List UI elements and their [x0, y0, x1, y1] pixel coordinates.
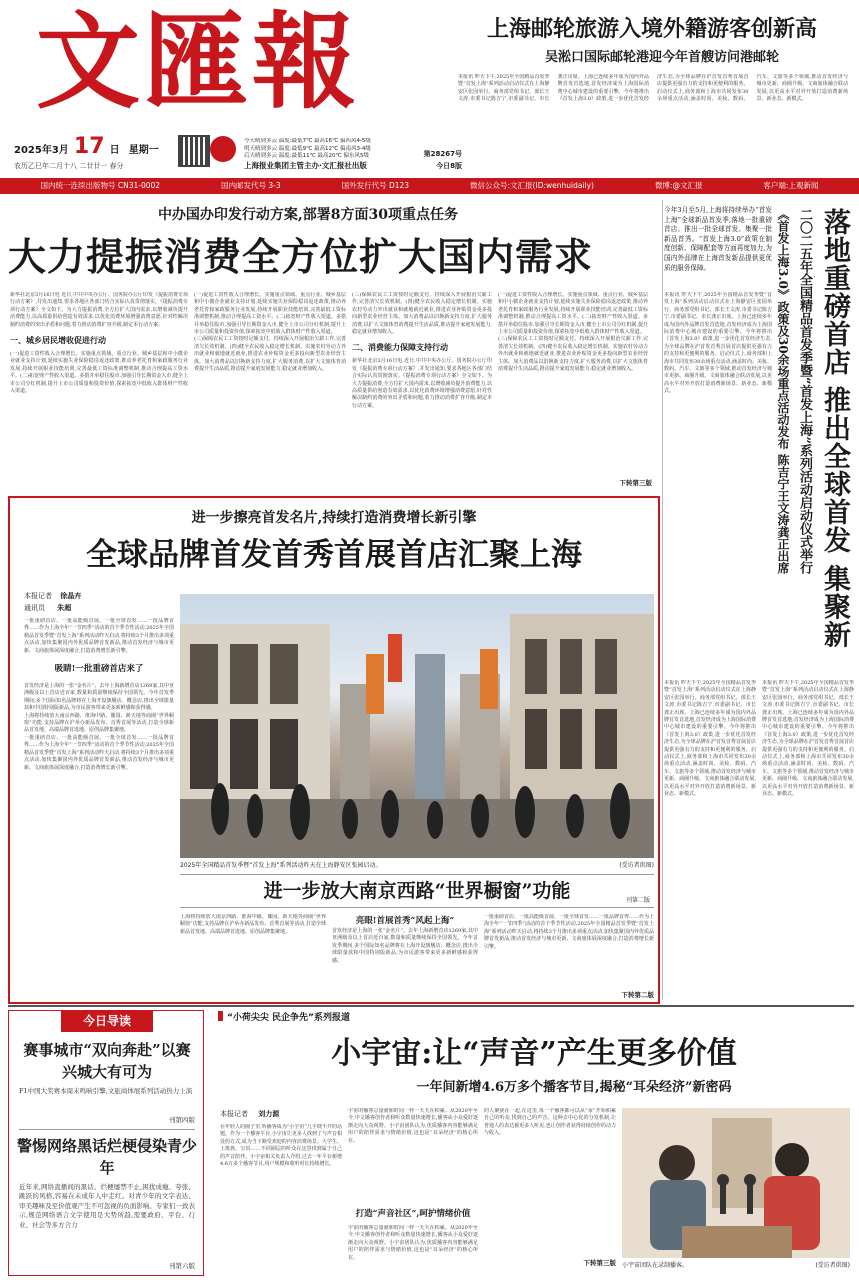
- right-headline-a: 落地重磅首店 推出全球首发 集聚新: [819, 208, 850, 649]
- lead-para1-b: 新华社北京3月16日电 近日,中共中央办公厅、国务院办公厅印发《提振消费专项行动方案》,并发出通知,要求各地区各部门结合实际认真贯彻落实。《提振消费专项行动方案》全文如下。为大力提振消费,全方位扩大国内需求,以增收减负提升消费能力,以高质量供给创造有效需求,以优化消费环境增强消费意愿,针对性解决制约消费的突出矛盾和问题,着力推动消费扩容升级,制定本行动方案。: [352, 358, 492, 409]
- feature-banner: [180, 874, 654, 908]
- street-scene-illustration: [180, 594, 654, 858]
- feature-para2: 首发经济是上海的一张“金名片”。去年上海新增首店1269家,其中亚洲级及以上首店近百家,数量和质量继续保持全国领先。今年首发季期间,多个国际知名品牌将在上海开设旗舰店、概念店,推出全球限量款和中国特别版新品,为市民游客带来更多新鲜感和获得感。: [24, 683, 174, 712]
- bottom-byline: [220, 1108, 350, 1120]
- info-wechat: 微信公众号:文汇报(ID:wenhuidaily): [470, 181, 594, 190]
- right-body: 本报讯 昨天下午,2025年全国精品首发季暨“首发上海”系列活动启动仪式在上海静安区张园举行。商务部党组书记、部长王文涛,市委书记陈吉宁,市委副书记、市长龚正出席。上海已连续多年成为国内外品牌首发首选地,首发经济成为上海国际消费中心城市建设的重要引擎。今年将推出《首发上海3.0》政策,进一步优化首发经济生态,为全球品牌在沪首发首秀首展首店提供更强有力的支持和更便利的服务。启动仪式上,商务部和上海市共同发布30余场重点活动,涵盖时尚、美妆、数码、汽车、文旅等多个领域,推动首发经济与城市更新、商圈升级、文商旅体融合联动发展,以更高水平对外开放打造消费新场景、新业态、新模式。: [664, 292, 772, 395]
- guide-item1-title: 赛事城市“双向奔赴”以赛兴城大有可为: [23, 1041, 191, 1081]
- right-column: [664, 200, 854, 678]
- bottom-subtitle: 一年间新增4.6万多个播客节目,揭秘“耳朵经济”新密码: [416, 1080, 732, 1095]
- qr-code: [178, 135, 210, 167]
- lead-para2: (一)促进工资性收入合理增长。实施重点领域、重点行业、城乡基层和中小微企业就业支持计划,延续实施失业保险稳岗返还政策,推动养老托育和家政服务行业发展,持续开展职业技能培训,完善最低工资标准调整机制,推动合理提高工资水平。(二)拓宽财产性收入渠道。多措并举稳住股市,加强引导长期资金入市,健全上市公司分红机制,提升上市公司质量和投资价值,探索拓宽中低收入群体财产性收入渠道。: [10, 351, 188, 395]
- date-block: [14, 134, 172, 174]
- group-logo-icon: [210, 136, 236, 162]
- lead-kicker: 中办国办印发行动方案,部署8方面30项重点任务: [157, 207, 459, 223]
- masthead-logo: 文匯報: [36, 0, 361, 123]
- bottom-byline-name: 刘力源: [258, 1110, 280, 1118]
- bottom-photo: [622, 1108, 850, 1258]
- bottom-jump: 下转第三版: [583, 1259, 616, 1267]
- lead-section1: 一、城乡居民增收促进行动: [10, 335, 106, 346]
- info-domestic: 国内邮发代号 3-3: [221, 181, 281, 190]
- right-side-title: 二〇二五年全国精品首发季暨“首发上海”系列活动启动仪式举行: [797, 208, 812, 574]
- lead-para3: (三)保障农民工工资按时足额支付。持续深入开展根治欠薪工作,完善清欠长效机制。(四)健全农民收入稳定增长机制。实施农村劳动力外出就业和就地就近就业,推进农业补贴资金更多投向新型农业经营主体。加大消费品以旧换新支持力度,扩大服务消费,以扩大文旅体育消费提升生活品质,推动提升家庭发展能力,稳定就业增加收入。: [194, 336, 346, 373]
- guide-box: [8, 1010, 204, 1276]
- right-lower-para: 本报讯 昨天下午,2025年全国精品首发季暨“首发上海”系列活动启动仪式在上海静安区张园举行。商务部党组书记、部长王文涛,市委书记陈吉宁,市委副书记、市长龚正出席。上海已连续多年成为国内外品牌首发首选地,首发经济成为上海国际消费中心城市建设的重要引擎。今年将推出《首发上海3.0》政策,进一步优化首发经济生态,为全球品牌在沪首发首秀首展首店提供更强有力的支持和更便利的服务。启动仪式上,商务部和上海市共同发布30余场重点活动,涵盖时尚、美妆、数码、汽车、文旅等多个领域,推动首发经济与城市更新、商圈升级、文商旅体融合联动发展,以更高水平对外开放打造消费新场景、新业态、新模式。: [664, 680, 756, 798]
- weather-tomorrow: 明天晴到多云 温度:最低9℃ 最高12℃ 偏南风3-4级: [244, 145, 371, 152]
- byline-name1: 徐晶卉: [60, 592, 82, 600]
- right-intro: 今年3月至5月,上海将持续举办“首发上海”全球新品首发季,落地一批重磅首店、推出一批全球首发、集聚一批新品首秀。“首发上海3.0”政策在制度创新、保障配套等方面再度加力,为国内外品牌在上海首发新品提供更优质的服务保障。: [664, 206, 772, 272]
- lead-headline: 大力提振消费全方位扩大国内需求: [8, 234, 594, 279]
- feature-mid2-col: [332, 914, 478, 998]
- photo-caption-text: 2025年全国精品首发季暨“首发上海”系列活动昨天在上海静安区张园启动。: [180, 862, 382, 869]
- issue-number: 第28267号: [423, 150, 462, 158]
- lead-para1: 新华社北京3月16日电 近日,中共中央办公厅、国务院办公厅印发《提振消费专项行动方案》,并发出通知,要求各地区各部门结合实际认真贯彻落实。《提振消费专项行动方案》全文如下。为大力提振消费,全方位扩大国内需求,以增收减负提升消费能力,以高质量供给创造有效需求,以优化消费环境增强消费意愿,针对性解决制约消费的突出矛盾和问题,着力推动消费扩容升级,制定本行动方案。: [10, 292, 188, 328]
- lead-section2: 二、消费能力保障支持行动: [352, 342, 448, 353]
- date-day: 17: [73, 134, 105, 159]
- right-lower-body: [664, 680, 854, 1000]
- top-story-body: 本报讯 昨天下午,2025年全国精品首发季暨“首发上海”系列活动启动仪式在上海静安区张园举行。商务部党组书记、部长王文涛,市委书记陈吉宁,市委副书记、市长龚正出席。上海已连续多年成为国内外品牌首发首选地,首发经济成为上海国际消费中心城市建设的重要引擎。今年将推出《首发上海3.0》政策,进一步优化首发经济生态,为全球品牌在沪首发首秀首展首店提供更强有力的支持和更便利的服务。启动仪式上,商务部和上海市共同发布30余场重点活动,涵盖时尚、美妆、数码、汽车、文旅等多个领域,推动首发经济与城市更新、商圈升级、文商旅体融合联动发展,以更高水平对外开放打造消费新场景、新业态、新模式。: [458, 74, 848, 103]
- feature-jump: 下转第二版: [621, 991, 654, 999]
- weekday: 星期一: [128, 145, 159, 156]
- feature-box: [8, 496, 660, 1004]
- bottom-col3: [484, 1108, 616, 1274]
- right-lower-para2: 本报讯 昨天下午,2025年全国精品首发季暨“首发上海”系列活动启动仪式在上海静安区张园举行。商务部党组书记、部长王文涛,市委书记陈吉宁,市委副书记、市长龚正出席。上海已连续多年成为国内外品牌首发首选地,首发经济成为上海国际消费中心城市建设的重要引擎。今年将推出《首发上海3.0》政策,进一步优化首发经济生态,为全球品牌在沪首发首秀首展首店提供更强有力的支持和更便利的服务。启动仪式上,商务部和上海市共同发布30余场重点活动,涵盖时尚、美妆、数码、汽车、文旅等多个领域,推动首发经济与城市更新、商圈升级、文商旅体融合联动发展,以更高水平对外开放打造消费新场景、新业态、新模式。: [762, 680, 854, 798]
- byline-role1: 本报记者: [24, 592, 52, 600]
- weather-today: 今天晴到多云 温度:最低7℃ 最高16℃ 偏西风4-5级: [244, 138, 371, 144]
- right-column-divider: [662, 200, 663, 1000]
- publisher: 上海报业集团主管主办·文汇报社出版: [244, 161, 367, 170]
- bottom-para3: 的人聚拢在一起,在这里,每一个播客都可以从“零”开始积累自己的听众,找到自己的声音。这种去中心化的分发机制,让普通人的表达被更多人听见,也让创作者获得持续创作的动力与收入。: [484, 1108, 616, 1137]
- photo-credit: (受访者供图): [619, 862, 654, 869]
- lead-para3-c: (三)保障农民工工资按时足额支付。持续深入开展根治欠薪工作,完善清欠长效机制。(四)健全农民收入稳定增长机制。实施农村劳动力外出就业和就地就近就业,推进农业补贴资金更多投向新型农业经营主体。加大消费品以旧换新支持力度,扩大服务消费,以扩大文旅体育消费提升生活品质,推动提升家庭发展能力,稳定就业增加收入。: [498, 336, 648, 373]
- guide-divider: [19, 1129, 195, 1130]
- bottom-caption-text: 小宇宙团队在录制播客。: [622, 1262, 689, 1269]
- guide-item2-jump: 刊第六版: [169, 1262, 195, 1270]
- lead-col3: [352, 292, 492, 488]
- bottom-byline-role: 本报记者: [220, 1110, 248, 1118]
- bottom-para2: 宇宙的播客总量就和时间一样一天天在积累。从2020年至今,中文播客创作者和听众数量快速增长,播客从小众爱好逐渐走向大众视野。小宇宙团队认为,优质播客内容能够满足用户的陪伴需求与情绪价值,这也是“耳朵经济”的核心所在。: [348, 1108, 478, 1144]
- guide-item1-desc: F1中国大奖赛本周末鸣响引擎,文旅商体展系列活动热力上演: [19, 1087, 193, 1095]
- date-day-suffix: 日: [109, 145, 120, 156]
- info-bar: [0, 178, 859, 194]
- bottom-divider: [8, 1005, 854, 1007]
- bottom-credit: (受访者供图): [815, 1262, 850, 1269]
- lead-col1: [10, 292, 188, 488]
- top-story: [452, 4, 852, 178]
- guide-item2-title: 警惕网络黑话烂梗侵染青少年: [17, 1137, 197, 1177]
- series-marker-icon: [218, 1011, 223, 1021]
- lead-col4: [498, 292, 648, 476]
- byline-name2: 朱超: [57, 604, 72, 612]
- feature-para2-b: 首发经济是上海的一张“金名片”。去年上海新增首店1269家,其中亚洲级及以上首店近百家,数量和质量继续保持全国领先。今年首发季期间,多个国际知名品牌将在上海开设旗舰店、概念店,推出全球限量款和中国特别版新品,为市民游客带来更多新鲜感和获得感。: [332, 928, 478, 964]
- lunar-date: 农历乙巳年二月十八 二廿廿一 春分: [14, 162, 124, 170]
- feature-para3: 上海将持续放大南京西路、淮海中路、豫园、新天地等商圈“世界橱窗”功能,支持品牌在沪举办新品发布、首秀首展等活动,打造全球新品首发地、高端品牌首选地、原创品牌集聚地。: [24, 712, 174, 734]
- feature-photo: [180, 594, 654, 858]
- guide-item1-jump: 刊第四版: [169, 1116, 195, 1124]
- lead-para2-cont: (一)促进工资性收入合理增长。实施重点领域、重点行业、城乡基层和中小微企业就业支持计划,延续实施失业保险稳岗返还政策,推动养老托育和家政服务行业发展,持续开展职业技能培训,完善最低工资标准调整机制,推动合理提高工资水平。(二)拓宽财产性收入渠道。多措并举稳住股市,加强引导长期资金入市,健全上市公司分红机制,提升上市公司质量和投资价值,探索拓宽中低收入群体财产性收入渠道。: [194, 292, 346, 336]
- bottom-headline: 小宇宙:让“声音”产生更多价值: [331, 1036, 737, 1071]
- date-year: 2025年3月: [14, 145, 69, 156]
- info-cn: 国内统一连续出版物号 CN31-0002: [40, 181, 161, 190]
- lead-story: [8, 200, 660, 492]
- bottom-story: [214, 1008, 854, 1278]
- guide-label: 今日导读: [61, 1010, 153, 1032]
- feature-para1-c: 一批重磅首店、一批高能级首展、一批全球首发……一批品牌首秀……作为上海全年“一节四季”活动的首个季节性活动,2025年全国精品首发季暨“首发上海”系列活动昨天启动,将持续3个月推出多项重点活动,加快集聚国内外优质品牌首发新品,推动首发经济与城市更新、文商旅体展深度融合,打造消费增长新引擎。: [484, 914, 654, 950]
- top-story-headline: 上海邮轮旅游入境外籍游客创新高: [486, 16, 817, 42]
- feature-para3-b: 上海将持续放大南京西路、淮海中路、豫园、新天地等商圈“世界橱窗”功能,支持品牌在沪举办新品发布、首秀首展等活动,打造全球新品首发地、高端品牌首选地、原创品牌集聚地。: [180, 914, 326, 935]
- info-app: 客户端:上观新闻: [763, 181, 819, 190]
- bottom-col1: 在年轻人的圈子里,听播客成为“小宇宙”几乎绕不开的话题。作为一个播客平台,小宇宙让更多人找到了与声音相处的方式,成为当下颇受欢迎的内容消费场景。大学生、上班族、宝妈……不同圈层的听众在这里找到属于自己的声音陪伴。小宇宙相关负责人介绍,过去一年平台新增4.6万多个播客节目,用户规模和收听时长持续增长。: [220, 1124, 342, 1168]
- feature-kicker: 进一步擦亮首发名片,持续打造消费增长新引擎: [191, 510, 477, 526]
- feature-banner-jump: 刊第二版: [625, 897, 650, 904]
- page-count: 今日8版: [436, 162, 462, 170]
- feature-para1: 一批重磅首店、一批高能级首展、一批全球首发……一批品牌首秀……作为上海全年“一节四季”活动的首个季节性活动,2025年全国精品首发季暨“首发上海”系列活动昨天启动,将持续3个月推出多项重点活动,加快集聚国内外优质品牌首发新品,推动首发经济与城市更新、文商旅体展深度融合,打造消费增长新引擎。: [24, 618, 174, 654]
- top-story-subtitle: 吴淞口国际邮轮港迎今年首艘访问港邮轮: [544, 50, 779, 65]
- bottom-col2: [348, 1108, 478, 1274]
- lead-para3-a: (三)保障农民工工资按时足额支付。持续深入开展根治欠薪工作,完善清欠长效机制。(四)健全农民收入稳定增长机制。实施农村劳动力外出就业和就地就近就业,推进农业补贴资金更多投向新型农业经营主体。加大消费品以旧换新支持力度,扩大服务消费,以扩大文旅体育消费提升生活品质,推动提升家庭发展能力,稳定就业增加收入。: [352, 292, 492, 336]
- bottom-series-text: “小荷尖尖 民企争先”系列报道: [227, 1013, 350, 1023]
- bottom-subhead: 打造“声音社区”,呵护情绪价值: [355, 1209, 471, 1219]
- feature-byline: [24, 590, 174, 616]
- feature-mid-col: [180, 914, 326, 998]
- feature-banner-text: 进一步放大南京西路“世界橱窗”功能: [263, 880, 571, 902]
- bottom-series: [218, 1010, 478, 1026]
- lead-para2-c: (一)促进工资性收入合理增长。实施重点领域、重点行业、城乡基层和中小微企业就业支持计划,延续实施失业保险稳岗返还政策,推动养老托育和家政服务行业发展,持续开展职业技能培训,完善最低工资标准调整机制,推动合理提高工资水平。(二)拓宽财产性收入渠道。多措并举稳住股市,加强引导长期资金入市,健全上市公司分红机制,提升上市公司质量和投资价值,探索拓宽中低收入群体财产性收入渠道。: [498, 292, 648, 336]
- weather-after: 后天晴到多云 温度:最低11℃ 最高20℃ 偏东风5级: [244, 153, 369, 160]
- feature-headline: 全球品牌首发首秀首展首店汇聚上海: [86, 537, 582, 573]
- guide-item2-desc: 近年来,网络直播间的黑话、烂梗屡禁不止,困扰成瘾、夸张、跳跃的风格,容易在未成年人中走红。对青少年的文字表达、审美趣味及至价值观产生不可忽视的负面影响。专家们一致表示,规范网络语言文字使用是大势所趋,需要政府、平台、行业、社会等多方合力: [19, 1183, 195, 1229]
- feature-subhead2: 亮眼!首展首秀“风起上海”: [355, 916, 455, 926]
- feature-right-col: [484, 914, 654, 988]
- bottom-para2-b: 宇宙的播客总量就和时间一样一天天在积累。从2020年至今,中文播客创作者和听众数量快速增长,播客从小众爱好逐渐走向大众视野。小宇宙团队认为,优质播客内容能够满足用户的陪伴需求与情绪价值,这也是“耳朵经济”的核心所在。: [348, 1225, 478, 1261]
- right-headline-b: 《首发上海3.0》政策及30余场重点活动发布 陈吉宁王文涛龚正出席: [776, 208, 790, 574]
- bottom-caption: [622, 1260, 850, 1272]
- photo-caption: [180, 860, 654, 872]
- feature-left-col: [24, 618, 174, 994]
- podcast-scene-illustration: [622, 1108, 850, 1258]
- byline-role2: 通讯员: [24, 604, 45, 612]
- lead-jump: 下转第三版: [619, 479, 652, 487]
- feature-para1-b: 一批重磅首店、一批高能级首展、一批全球首发……一批品牌首秀……作为上海全年“一节四季”活动的首个季节性活动,2025年全国精品首发季暨“首发上海”系列活动昨天启动,将持续3个月推出多项重点活动,加快集聚国内外优质品牌首发新品,推动首发经济与城市更新、文商旅体展深度融合,打造消费增长新引擎。: [24, 734, 174, 771]
- info-foreign: 国外发行代号 D123: [341, 181, 410, 190]
- lead-col2: [194, 292, 346, 488]
- info-weibo: 微博:@文汇报: [654, 181, 703, 190]
- feature-subhead1: 吸睛!一批重磅首店来了: [54, 664, 144, 675]
